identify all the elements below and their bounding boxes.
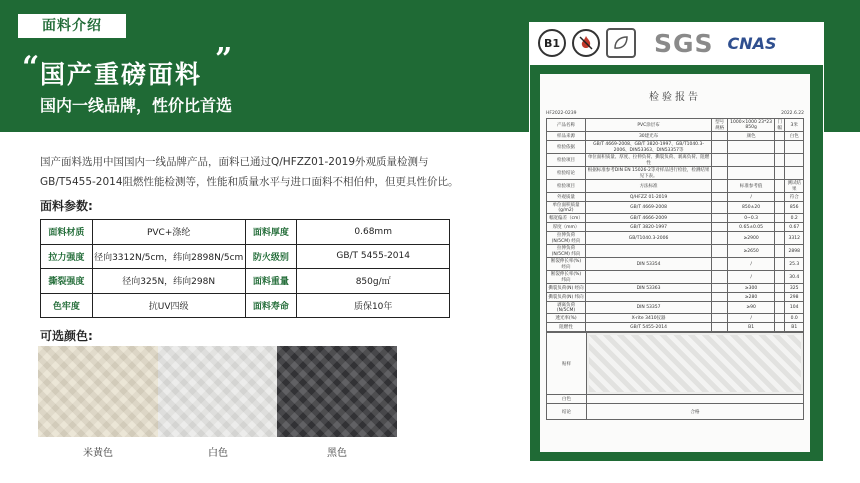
color-label: 黑色 — [327, 448, 347, 459]
table-row — [547, 232, 804, 245]
report-cell: 325 — [785, 284, 804, 293]
report-cell: DIN 53363 — [585, 284, 711, 293]
b1-logo-icon: B1 — [538, 29, 566, 57]
report-cell — [785, 154, 804, 167]
table-row — [547, 333, 804, 395]
table-row — [41, 293, 450, 318]
report-cell — [712, 167, 728, 180]
report-cell — [775, 180, 785, 193]
table-row — [547, 193, 804, 202]
report-cell — [728, 154, 775, 167]
fabric-description: 国产面料选用中国国内一线品牌产品，面料已通过Q/HFZZ01-2019外观质量检测与GB/T5455-2014阻燃性能检测等，性能和质量水平与进口面料不相伯仲，但更具性价比。 — [40, 156, 459, 188]
param-value: 质保10年 — [297, 293, 450, 318]
param-value: 抗UV四级 — [92, 293, 245, 318]
report-cell: X-rite 3410仪器 — [585, 314, 711, 323]
param-key: 面料材质 — [41, 220, 93, 245]
table-row — [547, 141, 804, 154]
sgs-logo-icon: SGS — [654, 28, 714, 58]
param-key: 防火级别 — [245, 244, 297, 269]
param-value: 0.68mm — [297, 220, 450, 245]
params-table — [40, 219, 450, 318]
report-cell — [712, 214, 728, 223]
report-cell — [775, 302, 785, 314]
report-cell: 厚度（mm） — [547, 223, 586, 232]
report-cell: ≥2650 — [728, 245, 775, 258]
report-cell — [775, 293, 785, 302]
color-label: 米黄色 — [83, 448, 113, 459]
report-cell — [712, 154, 728, 167]
report-cell — [775, 132, 785, 141]
report-cell — [775, 258, 785, 271]
report-cell: 撕裂负荷(N) 经向 — [547, 284, 586, 293]
sample-color: 白色 — [547, 395, 587, 404]
sample-image — [587, 333, 804, 395]
report-cell — [712, 314, 728, 323]
report-cell: 1000×1000 23*23 850g — [728, 119, 775, 132]
report-cell: 剥离负荷(N/5CM) — [547, 302, 586, 314]
report-cell: 检验结论 — [547, 167, 586, 180]
report-cell — [775, 202, 785, 214]
color-swatch-beige — [38, 346, 158, 437]
report-cell: 方法标准 — [585, 180, 711, 193]
report-cell: ≥90 — [728, 302, 775, 314]
report-cell: / — [728, 193, 775, 202]
report-cell: 外观质量 — [547, 193, 586, 202]
report-cell — [775, 232, 785, 245]
report-cell — [775, 193, 785, 202]
table-row — [547, 202, 804, 214]
table-row — [547, 245, 804, 258]
table-row — [547, 395, 804, 404]
report-cell: ≥2900 — [728, 232, 775, 245]
report-cell: / — [728, 314, 775, 323]
report-cell: 3米 — [785, 119, 804, 132]
report-cell — [712, 132, 728, 141]
report-cell: GB/T 4669-2008、GB/T 3820-1997、GB/T1040.3-2006、DIN53363、DIN53357等 — [585, 141, 711, 154]
param-key: 色牢度 — [41, 293, 93, 318]
report-number: HF2022-0239 — [546, 111, 577, 116]
report-title: 检验报告 — [649, 92, 701, 103]
report-cell — [712, 293, 728, 302]
report-cell — [775, 141, 785, 154]
sample-label: 贴样 — [547, 333, 587, 395]
report-cell: 门幅 — [775, 119, 785, 132]
cert-logos — [538, 22, 820, 64]
report-cell: 白色 — [785, 132, 804, 141]
report-date: 2022.6.22 — [781, 111, 804, 116]
conclusion-label: 结论 — [547, 404, 587, 420]
report-cell — [775, 284, 785, 293]
param-value: 径向3312N/5cm，纬向2898N/5cm — [92, 244, 245, 269]
report-cell: GB/T 5455-2014 — [585, 323, 711, 332]
table-row — [547, 302, 804, 314]
param-value: PVC+涤纶 — [92, 220, 245, 245]
report-cell — [775, 154, 785, 167]
param-value: 径向325N，纬向298N — [92, 269, 245, 294]
table-row — [547, 271, 804, 284]
report-cell: 850±20 — [728, 202, 775, 214]
report-cell — [712, 202, 728, 214]
report-cell: 样品来源 — [547, 132, 586, 141]
report-cell: 856 — [785, 202, 804, 214]
report-cell: 透光率(%) — [547, 314, 586, 323]
param-key: 面料寿命 — [245, 293, 297, 318]
report-cell: 检验项目 — [547, 180, 586, 193]
quote-close-mark: ” — [215, 42, 233, 77]
inspection-report — [540, 74, 810, 452]
table-row — [41, 220, 450, 245]
param-value: GB/T 5455-2014 — [297, 244, 450, 269]
report-cell — [712, 232, 728, 245]
report-cell — [775, 214, 785, 223]
report-cell — [712, 284, 728, 293]
table-row — [547, 293, 804, 302]
table-row — [547, 404, 804, 420]
report-cell — [775, 271, 785, 284]
report-cell — [712, 193, 728, 202]
report-cell: 符合 — [785, 193, 804, 202]
report-cell: 0.0 — [785, 314, 804, 323]
report-cell: 标准参考值 — [728, 180, 775, 193]
report-cell: GB/T 4669-2008 — [585, 202, 711, 214]
report-cell: 单位面积质量、厚度、拉伸负荷、撕裂负荷、剥离负荷、阻燃性 — [585, 154, 711, 167]
report-cell: 0.67 — [785, 223, 804, 232]
report-cell: B1 — [728, 323, 775, 332]
report-cell: DIN 53357 — [585, 302, 711, 314]
report-cell: 幅宽偏差（cm） — [547, 214, 586, 223]
report-cell — [728, 167, 775, 180]
report-cell: 断裂伸长率(%) 经向 — [547, 258, 586, 271]
report-cell — [775, 245, 785, 258]
param-key: 拉力强度 — [41, 244, 93, 269]
report-cell — [712, 245, 728, 258]
conclusion-value: 合格 — [587, 404, 804, 420]
report-cell: ≥280 — [728, 293, 775, 302]
report-cell — [712, 180, 728, 193]
param-value: 850g/㎡ — [297, 269, 450, 294]
report-cell — [728, 141, 775, 154]
report-cell — [775, 223, 785, 232]
report-cell: Q/HFZZ 01-2019 — [585, 193, 711, 202]
report-cell — [712, 271, 728, 284]
report-cell: GB/T 3820-1997 — [585, 223, 711, 232]
report-cell — [585, 245, 711, 258]
report-cell: PVC涂层布 — [585, 119, 711, 132]
report-cell: 阻燃性 — [547, 323, 586, 332]
table-row — [547, 323, 804, 332]
params-heading: 面料参数: — [40, 199, 93, 213]
report-cell — [775, 323, 785, 332]
report-cell — [585, 293, 711, 302]
report-cell — [775, 167, 785, 180]
report-cell — [712, 302, 728, 314]
report-cell: B1 — [785, 323, 804, 332]
report-cell: 25.3 — [785, 258, 804, 271]
table-row — [547, 314, 804, 323]
report-cell — [785, 167, 804, 180]
report-cell — [712, 323, 728, 332]
quote-open-mark: “ — [22, 50, 40, 85]
report-cell: 0~0.3 — [728, 214, 775, 223]
report-cell — [785, 141, 804, 154]
table-row — [547, 167, 804, 180]
report-cell: 0.2 — [785, 214, 804, 223]
report-cell: 断裂伸长率(%) 纬向 — [547, 271, 586, 284]
page-subtitle: 国内一线品牌，性价比首选 — [40, 96, 233, 115]
report-cell — [712, 141, 728, 154]
report-meta — [546, 111, 804, 116]
cnas-logo-icon: CNAS — [727, 33, 777, 53]
report-cell: / — [728, 271, 775, 284]
table-row — [41, 244, 450, 269]
report-cell: 3312 — [785, 232, 804, 245]
color-label: 白色 — [208, 448, 228, 459]
section-tag: 面料介绍 — [18, 14, 126, 38]
color-swatch-black — [277, 346, 397, 437]
param-key: 撕裂强度 — [41, 269, 93, 294]
report-cell: 0.65±0.05 — [728, 223, 775, 232]
report-cell: 30.4 — [785, 271, 804, 284]
report-cell — [585, 271, 711, 284]
table-row — [547, 154, 804, 167]
report-cell: DIN 53354 — [585, 258, 711, 271]
report-cell: 测试结果 — [785, 180, 804, 193]
report-cell: 根据标准参考DIN EN 15026-2等对样品进行检验，检测结果见下表。 — [585, 167, 711, 180]
report-table — [546, 118, 804, 332]
param-key: 面料厚度 — [245, 220, 297, 245]
report-cell: 30建光布 — [585, 132, 711, 141]
report-cell: 产品名称 — [547, 119, 586, 132]
bio-icon — [606, 28, 636, 58]
report-cell — [712, 258, 728, 271]
report-cell: ≥300 — [728, 284, 775, 293]
report-cell — [775, 314, 785, 323]
report-cell: 104 — [785, 302, 804, 314]
table-row — [547, 214, 804, 223]
report-cell: 检验项目 — [547, 154, 586, 167]
table-row — [547, 223, 804, 232]
report-cell: 2898 — [785, 245, 804, 258]
report-cell: GB/T 4666-2009 — [585, 214, 711, 223]
param-key: 面料重量 — [245, 269, 297, 294]
table-row — [547, 119, 804, 132]
color-swatch-white — [158, 346, 278, 437]
table-row — [547, 258, 804, 271]
report-cell: 拉伸负荷(N/5CM) 纬向 — [547, 245, 586, 258]
page-title: 国产重磅面料 — [40, 60, 203, 89]
report-sample-table — [546, 332, 804, 420]
table-row — [547, 180, 804, 193]
report-cell: GB/T1040.3-2006 — [585, 232, 711, 245]
report-cell: 撕裂负荷(N) 纬向 — [547, 293, 586, 302]
report-cell: 检验依据 — [547, 141, 586, 154]
report-cell: / — [728, 258, 775, 271]
colors-heading: 可选颜色: — [40, 329, 93, 343]
report-cell: 拉伸负荷(N/5CM) 经向 — [547, 232, 586, 245]
report-cell — [712, 223, 728, 232]
table-row — [547, 132, 804, 141]
fire-icon — [572, 29, 600, 57]
table-row — [547, 284, 804, 293]
table-row — [41, 269, 450, 294]
report-cell: 颜色 — [728, 132, 775, 141]
report-cell: 单位面积质量(g/m2) — [547, 202, 586, 214]
report-cell: 型号规格 — [712, 119, 728, 132]
report-cell: 298 — [785, 293, 804, 302]
